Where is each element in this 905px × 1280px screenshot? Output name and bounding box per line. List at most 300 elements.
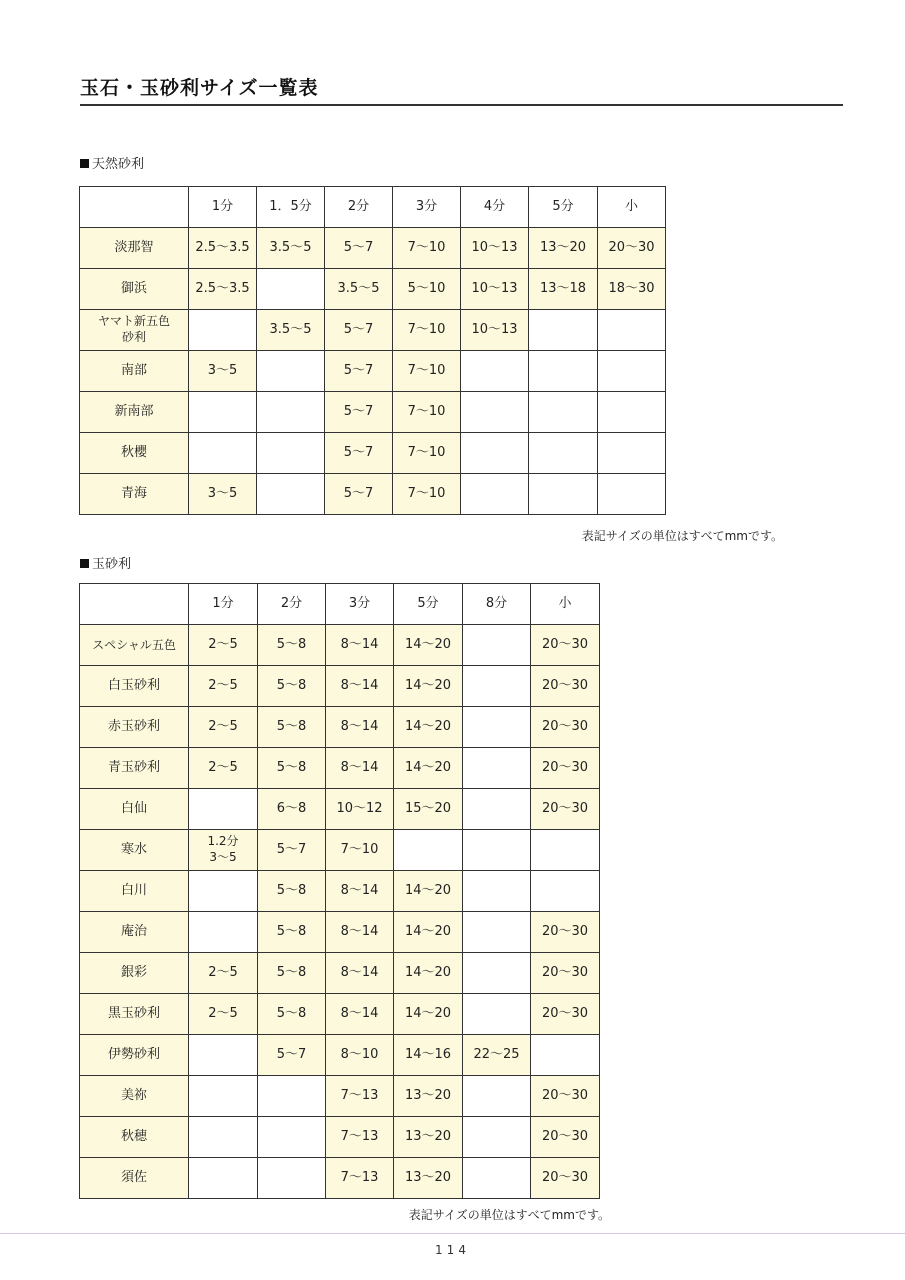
size-cell xyxy=(461,474,529,515)
size-cell xyxy=(463,748,531,789)
size-value: 5〜7 xyxy=(343,445,374,460)
size-value: 5〜7 xyxy=(343,363,374,378)
size-cell xyxy=(189,625,258,666)
table-row xyxy=(80,912,600,953)
size-value: 8〜14 xyxy=(340,924,379,939)
size-cell xyxy=(258,789,326,830)
size-value: 8〜14 xyxy=(340,760,379,775)
size-value: 2.5〜3.5 xyxy=(195,240,250,255)
size-cell xyxy=(258,1158,326,1199)
size-cell xyxy=(326,871,394,912)
table-header-row xyxy=(80,187,666,228)
tama-unit-note: 表記サイズの単位はすべてmmです。 xyxy=(408,1208,610,1222)
row-label xyxy=(80,707,189,748)
size-value: 2〜5 xyxy=(208,719,238,734)
section-title-tama-text: 玉砂利 xyxy=(92,557,132,572)
row-label xyxy=(80,474,189,515)
row-label xyxy=(80,953,189,994)
size-cell xyxy=(598,392,666,433)
size-value: 14〜20 xyxy=(404,883,452,898)
size-cell xyxy=(189,392,257,433)
row-label xyxy=(80,310,189,351)
size-cell xyxy=(189,912,258,953)
header-cell: 8分 xyxy=(463,584,531,625)
size-value: 7〜13 xyxy=(340,1170,379,1185)
corner-cell xyxy=(80,584,189,625)
table-row xyxy=(80,789,600,830)
size-value: 13〜20 xyxy=(404,1129,452,1144)
size-cell xyxy=(598,433,666,474)
size-value: 13〜18 xyxy=(539,281,587,296)
row-label-text: 白仙 xyxy=(120,801,147,816)
size-cell xyxy=(325,310,393,351)
size-cell xyxy=(326,666,394,707)
size-cell xyxy=(257,392,325,433)
row-label-text: 南部 xyxy=(120,363,147,378)
size-cell xyxy=(325,392,393,433)
size-value: 10〜13 xyxy=(471,322,518,337)
row-label xyxy=(80,748,189,789)
size-cell xyxy=(463,625,531,666)
tama-gravel-table xyxy=(79,583,600,1199)
size-value: 10〜13 xyxy=(471,240,518,255)
row-label xyxy=(80,994,189,1035)
size-cell xyxy=(531,707,600,748)
size-value: 20〜30 xyxy=(541,1088,589,1103)
size-value: 7〜13 xyxy=(340,1088,379,1103)
row-label xyxy=(80,1035,189,1076)
size-value: 3〜5 xyxy=(207,363,238,378)
size-cell xyxy=(258,1117,326,1158)
size-value: 5〜7 xyxy=(276,842,307,857)
header-cell: 1．5分 xyxy=(257,187,325,228)
size-cell xyxy=(325,228,393,269)
table-row xyxy=(80,1158,600,1199)
size-cell xyxy=(258,953,326,994)
size-value: 1.2分 3〜5 xyxy=(207,834,239,864)
size-cell xyxy=(598,228,666,269)
size-cell xyxy=(531,789,600,830)
header-cell: 2分 xyxy=(258,584,326,625)
size-cell xyxy=(325,433,393,474)
footer-divider xyxy=(0,1233,905,1234)
page-number: 114 xyxy=(435,1243,470,1257)
size-value: 8〜14 xyxy=(340,1006,379,1021)
row-label xyxy=(80,912,189,953)
size-cell xyxy=(325,474,393,515)
header-cell: 5分 xyxy=(529,187,598,228)
row-label xyxy=(80,1117,189,1158)
size-cell xyxy=(326,830,394,871)
size-cell xyxy=(598,474,666,515)
size-cell xyxy=(463,666,531,707)
size-value: 5〜8 xyxy=(276,760,307,775)
size-value: 2〜5 xyxy=(208,1006,238,1021)
size-cell xyxy=(189,953,258,994)
size-value: 7〜13 xyxy=(340,1129,379,1144)
size-value: 14〜16 xyxy=(404,1047,452,1062)
size-value: 7〜10 xyxy=(407,445,446,460)
size-cell xyxy=(393,269,461,310)
size-cell xyxy=(326,748,394,789)
size-value: 14〜20 xyxy=(404,637,452,652)
row-label xyxy=(80,269,189,310)
size-cell xyxy=(529,269,598,310)
size-cell xyxy=(529,474,598,515)
size-cell xyxy=(257,269,325,310)
size-value: 7〜10 xyxy=(340,842,379,857)
row-label xyxy=(80,1076,189,1117)
size-cell xyxy=(529,351,598,392)
size-value: 5〜10 xyxy=(407,281,446,296)
size-cell xyxy=(326,1158,394,1199)
size-cell xyxy=(531,871,600,912)
size-value: 5〜8 xyxy=(276,924,307,939)
size-cell xyxy=(189,1158,258,1199)
size-cell xyxy=(393,474,461,515)
size-cell xyxy=(393,228,461,269)
row-label xyxy=(80,830,189,871)
size-cell xyxy=(394,830,463,871)
size-value: 5〜8 xyxy=(276,883,307,898)
square-bullet-icon xyxy=(80,159,89,168)
size-cell xyxy=(189,1117,258,1158)
size-cell xyxy=(258,1076,326,1117)
size-value: 20〜30 xyxy=(541,719,589,734)
size-value: 15〜20 xyxy=(404,801,452,816)
size-cell xyxy=(257,433,325,474)
size-value: 10〜12 xyxy=(336,801,383,816)
size-cell xyxy=(394,1117,463,1158)
size-cell xyxy=(258,666,326,707)
size-value: 2〜5 xyxy=(208,965,238,980)
size-cell xyxy=(463,707,531,748)
size-cell xyxy=(257,351,325,392)
size-value: 2〜5 xyxy=(208,678,238,693)
size-cell xyxy=(326,1035,394,1076)
size-value: 20〜30 xyxy=(541,965,589,980)
size-cell xyxy=(394,1035,463,1076)
natural-unit-note: 表記サイズの単位はすべてmmです。 xyxy=(581,529,783,543)
size-cell xyxy=(531,1035,600,1076)
size-cell xyxy=(463,830,531,871)
size-cell xyxy=(531,748,600,789)
natural-gravel-table xyxy=(79,186,666,515)
size-cell xyxy=(394,707,463,748)
row-label xyxy=(80,392,189,433)
row-label xyxy=(80,351,189,392)
row-label-text: 銀彩 xyxy=(120,965,147,980)
size-cell xyxy=(598,310,666,351)
table-row xyxy=(80,351,666,392)
size-cell xyxy=(394,912,463,953)
size-value: 8〜14 xyxy=(340,637,379,652)
row-label-text: 青海 xyxy=(120,486,147,501)
size-cell xyxy=(325,351,393,392)
size-value: 10〜13 xyxy=(471,281,518,296)
size-cell xyxy=(394,953,463,994)
section-title-natural-text: 天然砂利 xyxy=(92,157,145,172)
size-cell xyxy=(461,351,529,392)
section-title-tama xyxy=(80,556,131,574)
section-title-natural xyxy=(80,156,144,174)
size-cell xyxy=(461,392,529,433)
size-cell xyxy=(394,789,463,830)
size-cell xyxy=(463,1158,531,1199)
size-cell xyxy=(257,228,325,269)
size-value: 14〜20 xyxy=(404,719,452,734)
size-cell xyxy=(463,871,531,912)
size-value: 8〜14 xyxy=(340,678,379,693)
size-cell xyxy=(326,953,394,994)
size-value: 5〜7 xyxy=(343,240,374,255)
size-value: 5〜7 xyxy=(343,404,374,419)
size-value: 5〜8 xyxy=(276,637,307,652)
size-cell xyxy=(531,1076,600,1117)
row-label-text: 美祢 xyxy=(120,1088,147,1103)
size-value: 14〜20 xyxy=(404,678,452,693)
size-value: 20〜30 xyxy=(541,1129,589,1144)
size-cell xyxy=(189,269,257,310)
size-cell xyxy=(258,871,326,912)
table-row xyxy=(80,310,666,351)
size-cell xyxy=(258,994,326,1035)
size-value: 5〜8 xyxy=(276,719,307,734)
size-value: 5〜7 xyxy=(343,322,374,337)
size-cell xyxy=(529,392,598,433)
size-cell xyxy=(393,351,461,392)
size-cell xyxy=(461,310,529,351)
size-cell xyxy=(393,310,461,351)
size-cell xyxy=(189,994,258,1035)
row-label-text: 秋櫻 xyxy=(120,445,147,460)
size-cell xyxy=(531,666,600,707)
size-cell xyxy=(258,1035,326,1076)
table-row xyxy=(80,392,666,433)
size-value: 20〜30 xyxy=(541,678,589,693)
table-row xyxy=(80,666,600,707)
size-cell xyxy=(529,433,598,474)
size-value: 20〜30 xyxy=(541,1006,589,1021)
size-cell xyxy=(326,1117,394,1158)
table-row xyxy=(80,228,666,269)
header-cell: 5分 xyxy=(394,584,463,625)
size-value: 3.5〜5 xyxy=(269,322,312,337)
size-cell xyxy=(189,789,258,830)
row-label xyxy=(80,1158,189,1199)
size-cell xyxy=(531,830,600,871)
size-cell xyxy=(394,748,463,789)
row-label-text: 赤玉砂利 xyxy=(107,719,160,734)
size-cell xyxy=(258,912,326,953)
size-cell xyxy=(463,994,531,1035)
header-cell: 小 xyxy=(598,187,666,228)
size-value: 5〜8 xyxy=(276,965,307,980)
size-cell xyxy=(189,474,257,515)
row-label-text: 白川 xyxy=(120,883,147,898)
table-row xyxy=(80,953,600,994)
size-cell xyxy=(531,912,600,953)
size-cell xyxy=(258,748,326,789)
page-title: 玉石・玉砂利サイズ一覧表 xyxy=(80,74,843,106)
size-cell xyxy=(463,1117,531,1158)
row-label-text: 庵治 xyxy=(120,924,147,939)
size-cell xyxy=(598,351,666,392)
size-cell xyxy=(461,433,529,474)
size-cell xyxy=(394,871,463,912)
size-value: 3〜5 xyxy=(207,486,238,501)
size-cell xyxy=(189,351,257,392)
row-label-text: 御浜 xyxy=(120,281,147,296)
size-cell xyxy=(326,789,394,830)
size-value: 13〜20 xyxy=(404,1088,452,1103)
row-label xyxy=(80,433,189,474)
size-value: 13〜20 xyxy=(539,240,587,255)
size-cell xyxy=(463,953,531,994)
size-cell xyxy=(529,310,598,351)
table-row xyxy=(80,1035,600,1076)
size-value: 7〜10 xyxy=(407,486,446,501)
size-cell xyxy=(189,310,257,351)
size-cell xyxy=(394,625,463,666)
size-cell xyxy=(393,433,461,474)
corner-cell xyxy=(80,187,189,228)
header-cell: 1分 xyxy=(189,187,257,228)
table-row xyxy=(80,474,666,515)
row-label-text: 黒玉砂利 xyxy=(107,1006,160,1021)
size-cell xyxy=(189,830,258,871)
table-row xyxy=(80,1076,600,1117)
size-value: 7〜10 xyxy=(407,322,446,337)
size-cell xyxy=(326,912,394,953)
size-value: 18〜30 xyxy=(608,281,655,296)
table-row xyxy=(80,1117,600,1158)
table-header-row xyxy=(80,584,600,625)
header-cell: 3分 xyxy=(326,584,394,625)
size-value: 8〜14 xyxy=(340,719,379,734)
size-cell xyxy=(326,625,394,666)
size-value: 2〜5 xyxy=(208,637,238,652)
row-label-text: 新南部 xyxy=(114,404,154,419)
size-cell xyxy=(529,228,598,269)
size-cell xyxy=(258,625,326,666)
size-cell xyxy=(463,912,531,953)
size-value: 3.5〜5 xyxy=(337,281,380,296)
header-cell: 2分 xyxy=(325,187,393,228)
size-value: 20〜30 xyxy=(541,924,589,939)
row-label-text: ヤマト新五色 砂利 xyxy=(97,314,170,344)
size-value: 13〜20 xyxy=(404,1170,452,1185)
size-value: 20〜30 xyxy=(541,760,589,775)
table-row xyxy=(80,269,666,310)
size-value: 14〜20 xyxy=(404,760,452,775)
size-value: 3.5〜5 xyxy=(269,240,312,255)
size-cell xyxy=(461,269,529,310)
size-cell xyxy=(531,625,600,666)
size-cell xyxy=(189,707,258,748)
size-value: 20〜30 xyxy=(608,240,655,255)
size-value: 14〜20 xyxy=(404,965,452,980)
row-label-text: 秋穂 xyxy=(120,1129,147,1144)
size-value: 6〜8 xyxy=(276,801,307,816)
size-value: 7〜10 xyxy=(407,404,446,419)
table-row xyxy=(80,433,666,474)
size-cell xyxy=(189,1035,258,1076)
size-cell xyxy=(257,474,325,515)
table-row xyxy=(80,830,600,871)
header-cell: 1分 xyxy=(189,584,258,625)
size-cell xyxy=(189,228,257,269)
row-label-text: 淡那智 xyxy=(114,240,154,255)
row-label-text: 青玉砂利 xyxy=(107,760,160,775)
size-cell xyxy=(189,1076,258,1117)
size-value: 5〜8 xyxy=(276,678,307,693)
row-label xyxy=(80,789,189,830)
size-value: 20〜30 xyxy=(541,1170,589,1185)
row-label xyxy=(80,666,189,707)
size-cell xyxy=(189,871,258,912)
size-cell xyxy=(257,310,325,351)
size-cell xyxy=(531,1158,600,1199)
size-cell xyxy=(531,953,600,994)
table-row xyxy=(80,994,600,1035)
size-cell xyxy=(326,994,394,1035)
size-value: 20〜30 xyxy=(541,637,589,652)
size-cell xyxy=(531,1117,600,1158)
size-value: 5〜8 xyxy=(276,1006,307,1021)
table-row xyxy=(80,707,600,748)
size-cell xyxy=(531,994,600,1035)
square-bullet-icon xyxy=(80,559,89,568)
row-label-text: 白玉砂利 xyxy=(107,678,160,693)
row-label-text: 伊勢砂利 xyxy=(107,1047,160,1062)
size-cell xyxy=(394,1158,463,1199)
table-row xyxy=(80,871,600,912)
row-label-text: スペシャル五色 xyxy=(92,637,176,652)
size-value: 14〜20 xyxy=(404,1006,452,1021)
size-cell xyxy=(326,707,394,748)
size-cell xyxy=(394,1076,463,1117)
size-value: 5〜7 xyxy=(276,1047,307,1062)
row-label-text: 須佐 xyxy=(120,1170,147,1185)
row-label xyxy=(80,228,189,269)
size-cell xyxy=(189,433,257,474)
size-cell xyxy=(394,994,463,1035)
size-cell xyxy=(463,1076,531,1117)
table-row xyxy=(80,625,600,666)
size-value: 8〜14 xyxy=(340,883,379,898)
size-value: 8〜10 xyxy=(340,1047,379,1062)
size-cell xyxy=(258,830,326,871)
size-cell xyxy=(189,748,258,789)
size-value: 20〜30 xyxy=(541,801,589,816)
size-cell xyxy=(598,269,666,310)
size-cell xyxy=(463,1035,531,1076)
size-value: 8〜14 xyxy=(340,965,379,980)
size-cell xyxy=(463,789,531,830)
size-value: 7〜10 xyxy=(407,240,446,255)
size-value: 5〜7 xyxy=(343,486,374,501)
header-cell: 4分 xyxy=(461,187,529,228)
row-label xyxy=(80,625,189,666)
size-cell xyxy=(325,269,393,310)
size-cell xyxy=(461,228,529,269)
size-cell xyxy=(326,1076,394,1117)
row-label-text: 寒水 xyxy=(120,842,147,857)
size-value: 22〜25 xyxy=(473,1047,520,1062)
size-value: 7〜10 xyxy=(407,363,446,378)
table-row xyxy=(80,748,600,789)
